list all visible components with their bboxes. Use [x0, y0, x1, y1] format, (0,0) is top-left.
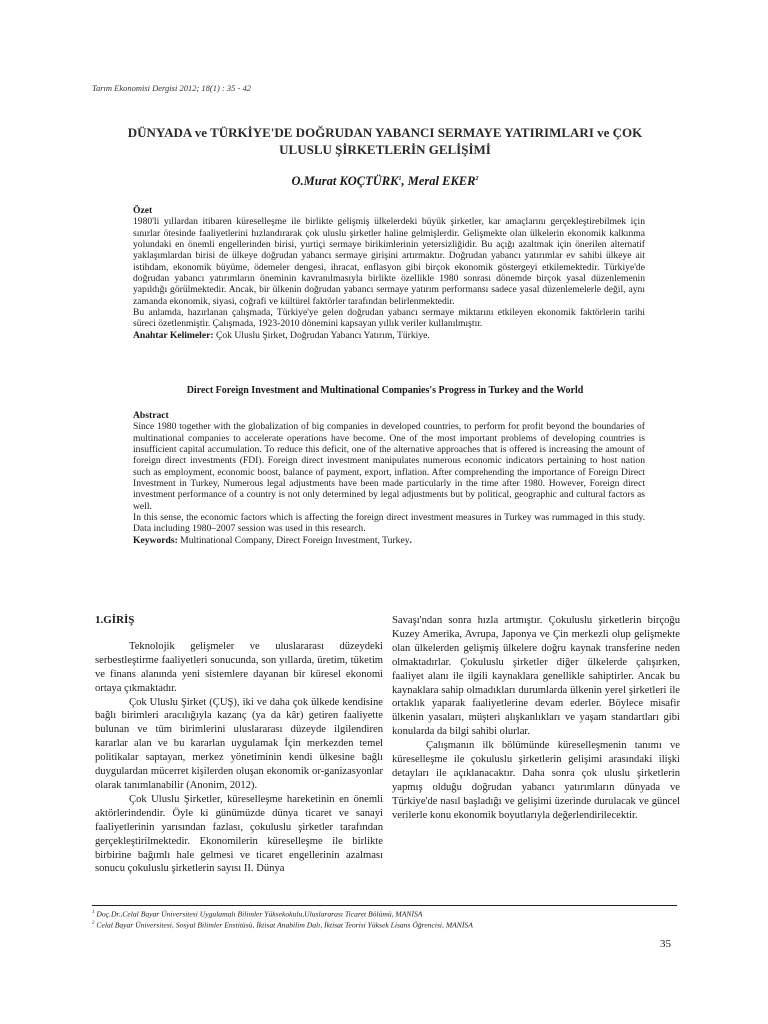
body-paragraph: Çok Uluslu Şirketler, küreselleşme hareketinin en önemli aktörlerindendir. Öyle ki günümüzde dünya ticaret ve sanayi faaliyetlerinin yarısından fazlası, çokuluslu şirketler tarafından gerçekleştirilmektedir. Ekonomilerin küreselleşme ile birlikte birbirine bağımlı hale gelmesi ve ticaret engellerinin azalması sonucu çokuluslu şirketlerin sayısı II. Dünya — [95, 793, 383, 875]
journal-citation: Tarım Ekonomisi Dergisi 2012; 18(1) : 35 - 42 — [92, 83, 251, 93]
author-2-affil: 2 — [475, 175, 479, 182]
footnote-2-text: Celal Bayar Üniversitesi, Sosyal Bilimler Enstitüsü, İktisat Anabilim Dalı, İktisat Teorisi Yüksek Lisans Öğrencisi, MANİSA — [94, 920, 473, 930]
ozet-paragraph-1: 1980'li yıllardan itibaren küreselleşme ile birlikte gelişmiş ülkelerdeki büyük şirketler, kar amaçlarını gerçekleştirebilmek için sınırlar ötesinde faaliyetlerini hızlandırarak çok uluslu şirketler haline gelmişlerdir. Gelişmekte olan ülkelerin ekonomik kalkınma yolundaki en önemli engellerinden birisi, yurtiçi sermaye birikimlerinin yetersizliğidir. Bu açığı azaltmak için önerilen alternatif yaklaşımlardan birisi de ülkeye doğrudan yabancı sermaye girişini artırmaktır. Doğrudan yabancı yatırımlar ev sahibi ülkeye ait istihdam, ekonomik büyüme, ödemeler dengesi, ihracat, enflasyon gibi birçok ekonomik göstergeyi etkilemektedir. Türkiye'de doğrudan yabancı yatırımların öneminin kavranılmasıyla birlikte özellikle 1980 sonrası dönemde birçok yasal düzenlemenin yapıldığı görülmektedir. Ancak, bir ülkenin doğrudan yabancı sermaye yatırım performansı sadece yasal düzenlemelerle değil, aynı zamanda ekonomik, siyasi, coğrafi ve kültürel faktörler tarafından belirlenmektedir. — [133, 216, 645, 307]
ozet-block — [133, 205, 645, 341]
footnote-1-text: Doç.Dr.,Celal Bayar Üniversitesi Uygulamalı Bilimler Yüksekokulu,Uluslararası Ticaret Bölümü, MANİSA — [94, 909, 423, 919]
authors — [80, 174, 690, 189]
ozet-keywords-label: Anahtar Kelimeler: — [133, 329, 214, 341]
section-heading: 1.GİRİŞ — [95, 614, 135, 626]
title-line-2: ULUSLU ŞİRKETLERİN GELİŞİMİ — [279, 142, 491, 157]
body-paragraph: Teknolojik gelişmeler ve uluslararası düzeydeki serbestleştirme faaliyetleri sonucunda, son yıllarda, üretim, tüketim ve finans alanında yeni sistemlere dayanan bir küresel ekonomi ortaya çıkmaktadır. — [95, 640, 383, 694]
abstract-keywords-text: Multinational Company, Direct Foreign Investment, Turkey — [177, 534, 410, 546]
body-right-column — [392, 614, 680, 823]
abstract-keywords — [133, 535, 645, 546]
abstract-block — [133, 410, 645, 546]
body-paragraph: Çok Uluslu Şirket (ÇUŞ), iki ve daha çok ülkede kendisine bağlı birimleri aracılığıyla kazanç (ya da kâr) getiren faaliyette bulunan ve tüm birimlerini uluslararası düzeyde ilgilendiren kararlar alan ve bu kararlan uygulamak İçin merkezden temel politikalar saptayan, merkez yönetiminin kendi ülkesine bağlı duygulardan mücerret kişilerden oluşan ekonomik or-ganizasyonlar olarak tanımlanabilir (Anonim, 2012). — [95, 696, 383, 791]
footnote-2-number: 2 — [92, 921, 95, 926]
footnote-divider — [92, 905, 677, 906]
english-title: Direct Foreign Investment and Multinational Companies's Progress in Turkey and the World — [186, 385, 584, 396]
ozet-paragraph-2: Bu anlamda, hazırlanan çalışmada, Türkiye'ye gelen doğrudan yabancı sermaye miktarını etkileyen ekonomik faktörlerin tarihi süreci özetlenmiştir. Çalışmada, 1923-2010 dönemini kapsayan yıllık veriler kullanılmıştır. — [133, 307, 645, 330]
abstract-paragraph-1: Since 1980 together with the globalization of big companies in developed countries, to perform for profit beyond the boundaries of multinational companies to accelerate operations have become. One of the most important problems of developing countries is insufficient capital accumulation. To reduce this deficit, one of the alternative approaches that is offered is increasing the amount of foreign direct investments (FDI). Foreign direct investment manipulates numerous economic indicators pertaining to host nation such as employment, economic boost, balance of payment, export, inflation. After comprehending the importance of Foreign Direct Investment in Turkey, Numerous legal adjustments have been made particularly in the time after 1980. However, Foreign direct investment performance of a country is not only determined by legal adjustments but by political, geographic and cultural factors as well. — [133, 421, 645, 512]
ozet-keywords-text: Çok Uluslu Şirket, Doğrudan Yabancı Yatırım, Türkiye. — [213, 329, 430, 341]
page-number: 35 — [660, 938, 671, 950]
paper-title — [80, 124, 690, 158]
body-left-column — [95, 614, 383, 876]
body-paragraph: Savaşı'ndan sonra hızla artmıştır. Çokuluslu şirketlerin birçoğu Kuzey Amerika, Avrupa, Japonya ve Çin merkezli olup gelişmekte olan ülkelerden gelişmiş ülkelere doğru kaynak transferine neden olmaktadırlar. Çokuluslu şirketler diğer ülkelerde çalışırken, faaliyet alanı ile ilgili kaynaklara genellikle sahiptirler. Ancak bu kaynaklara sahip olmadıkları durumlarda ülkenin yerel şirketleri ile ortaklık yaparak faaliyetlerine devam ederler. Böylece misafir ülkenin yasaları, müşteri alışkanlıkları ve yaşam standartları gibi konularda da bilgi sahibi olurlar. — [392, 615, 680, 738]
abstract-paragraph-2: In this sense, the economic factors which is affecting the foreign direct investment measures in Turkey was rummaged in this study. Data including 1980–2007 session was used in this research. — [133, 512, 645, 535]
author-2: Meral EKER — [407, 174, 476, 188]
author-1: O.Murat KOÇTÜRK — [291, 174, 399, 188]
title-line-1: DÜNYADA ve TÜRKİYE'DE DOĞRUDAN YABANCI SERMAYE YATIRIMLARI ve ÇOK — [127, 125, 643, 140]
abstract-heading: Abstract — [133, 410, 169, 421]
footnote-1 — [92, 908, 692, 920]
footnote-2 — [92, 919, 692, 931]
footnote-1-number: 1 — [92, 910, 95, 915]
ozet-keywords — [133, 330, 645, 341]
abstract-keywords-end: . — [409, 534, 412, 546]
author-separator: , — [401, 174, 408, 188]
ozet-heading: Özet — [133, 205, 153, 216]
abstract-keywords-label: Keywords: — [133, 534, 178, 546]
author-1-affil: 1 — [398, 175, 402, 182]
body-paragraph: Çalışmanın ilk bölümünde küreselleşmenin tanımı ve küreselleşme ile çokuluslu şirketlerin gelişimi arasındaki ilişki detayları ile açıklanacaktır. Daha sonra çok uluslu şirketlerin yapmış olduğu doğrudan yabancı yatırımların dünyada ve Türkiye'de nasıl başladığı ve gelişimi üzerinde durulacak ve güncel verilerle konu ekonomik boyutlarıyla değerlendirilecektir. — [392, 740, 680, 821]
